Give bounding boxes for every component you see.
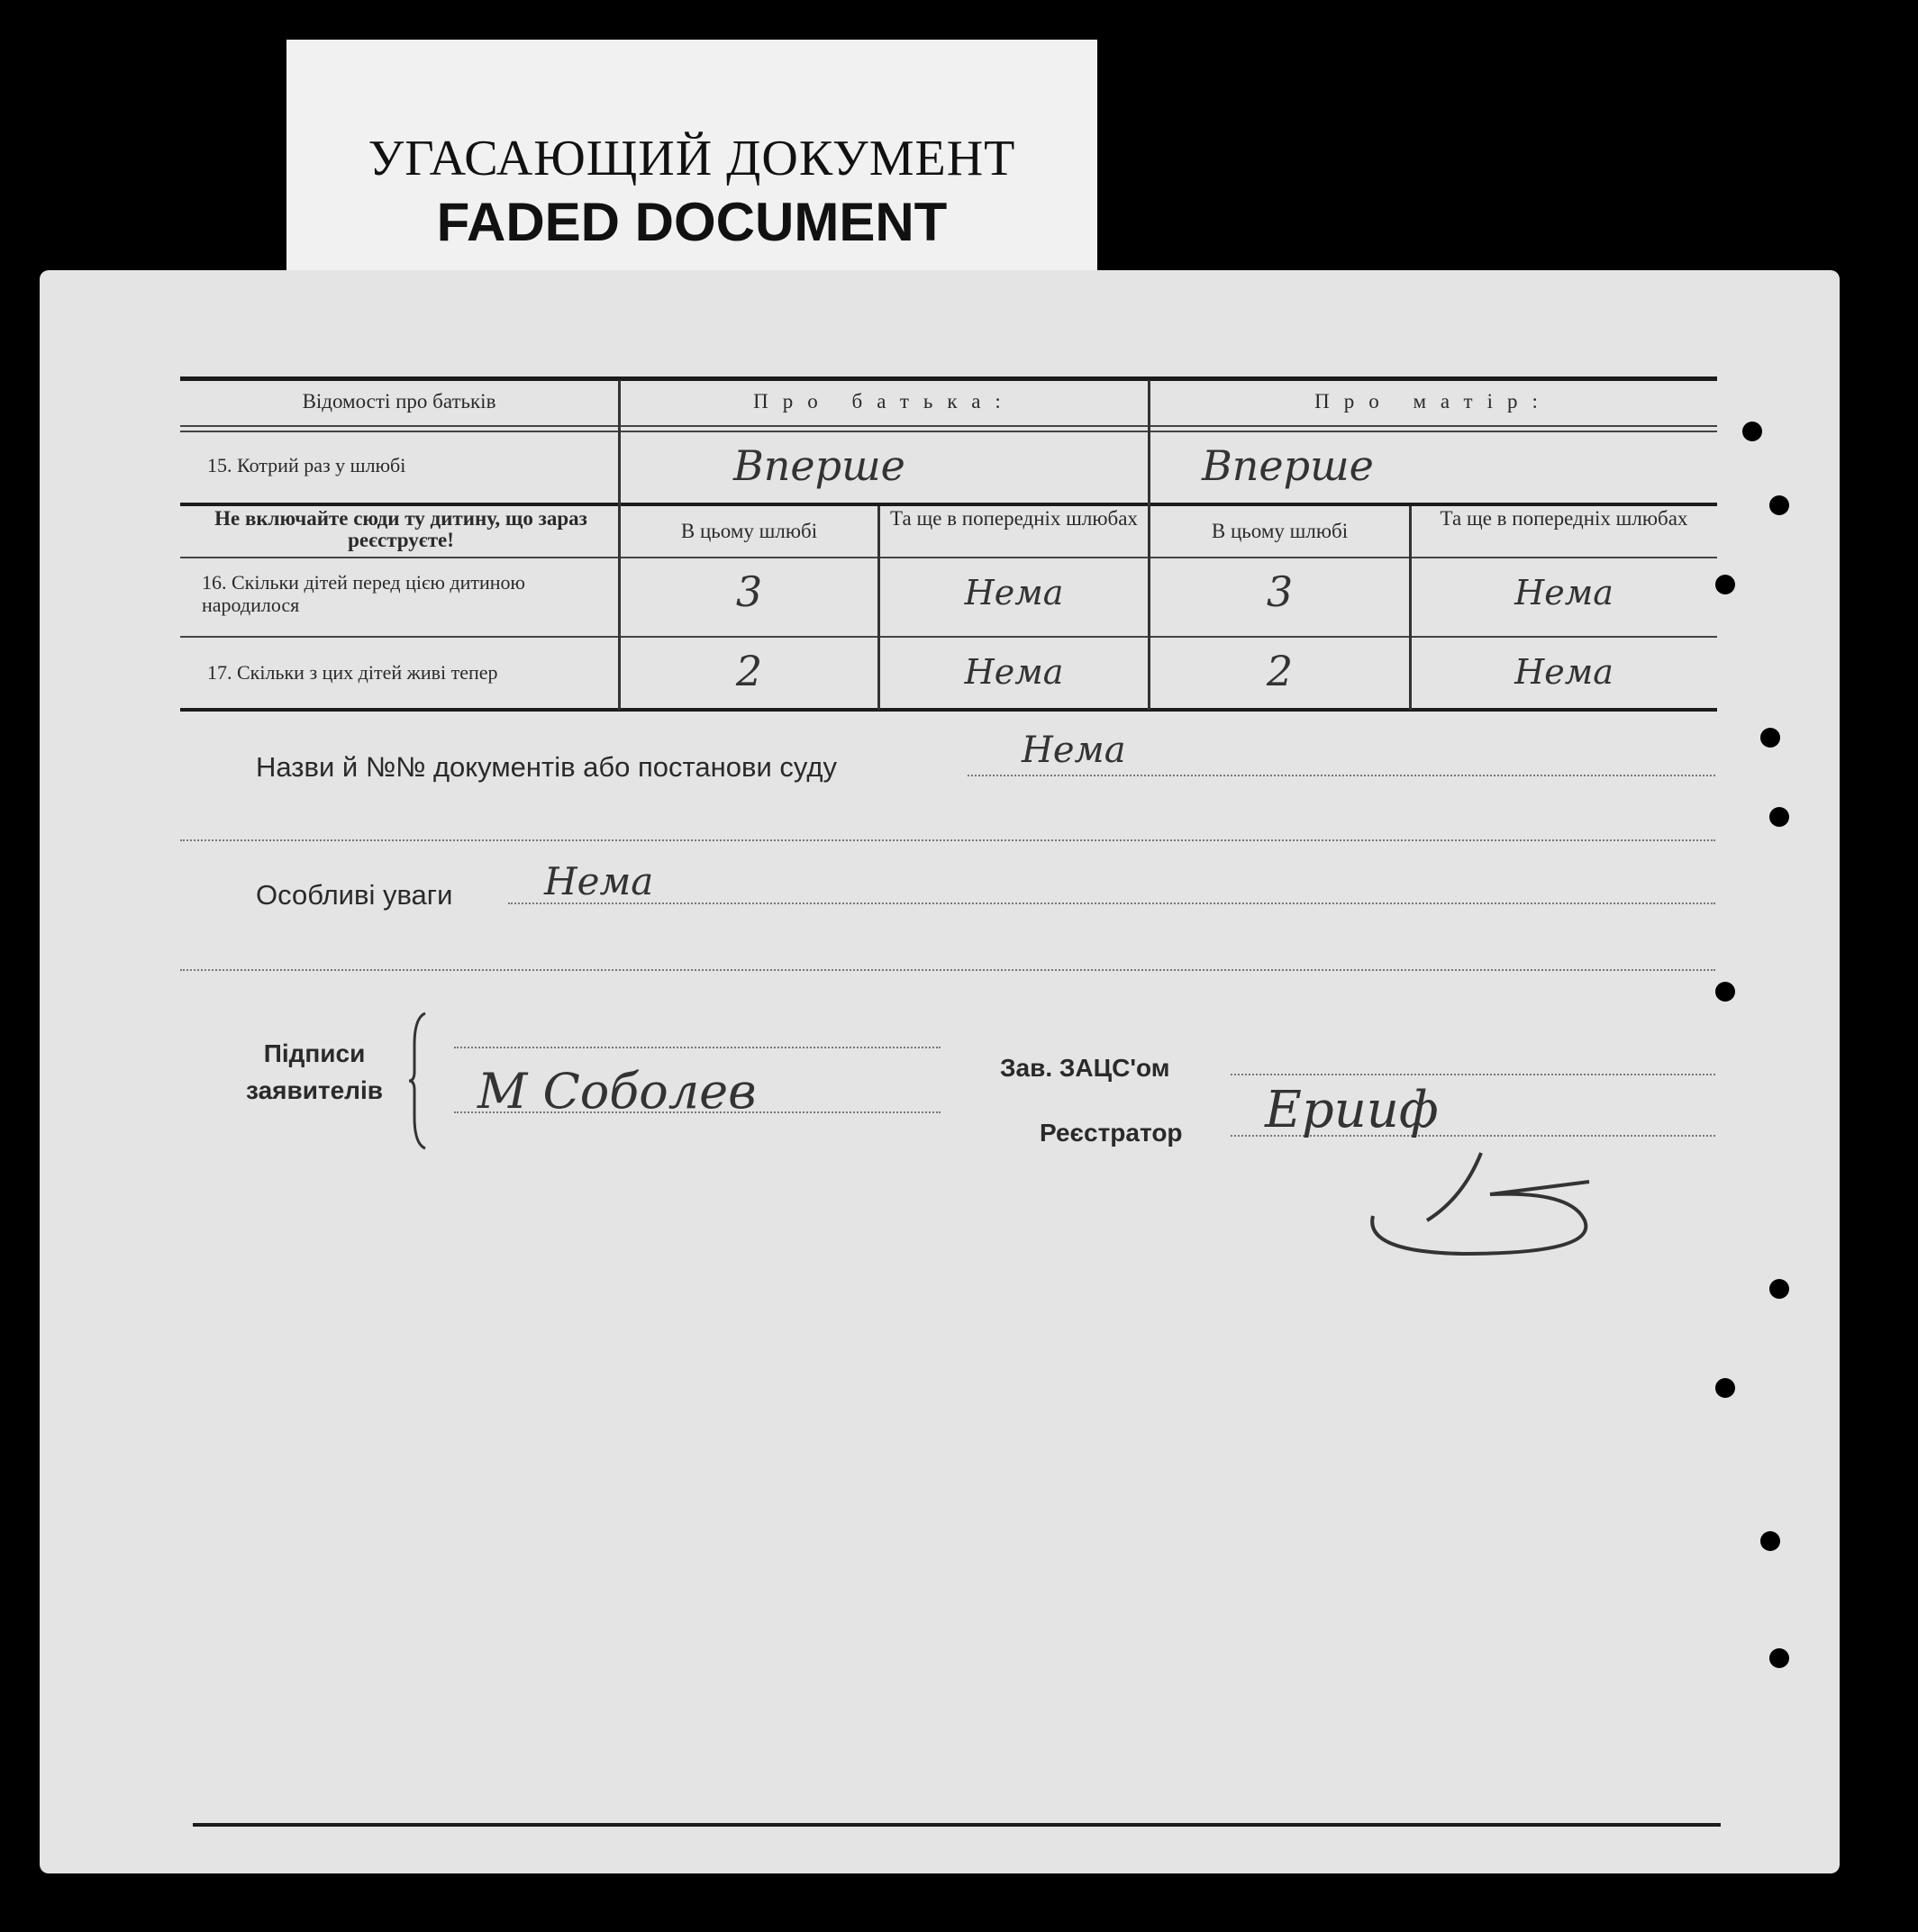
applicants-dotted-line-1	[454, 1047, 941, 1048]
row17-mother-this: 2	[1266, 647, 1294, 695]
binding-hole	[1760, 1531, 1780, 1551]
binding-hole	[1760, 728, 1780, 748]
row15-father-value: Вперше	[733, 441, 905, 490]
row16-label: 16. Скільки дітей перед цією дитиною народилося	[202, 571, 525, 617]
subheader-mother-this: В цьому шлюбі	[1211, 520, 1349, 542]
documents-label: Назви й №№ документів або постанови суду	[256, 751, 837, 783]
row17-label: 17. Скільки з цих дітей живі тепер	[207, 661, 498, 684]
row15-bottom-rule	[180, 503, 1717, 506]
binding-hole	[1715, 575, 1735, 594]
row16-father-this: 3	[735, 567, 763, 616]
head-label: Зав. ЗАЦС'ом	[1000, 1054, 1170, 1082]
subheader-father-this: В цьому шлюбі	[680, 520, 818, 542]
subheader-bottom-line	[180, 557, 1717, 558]
row16-bottom-line	[180, 636, 1717, 638]
remarks-value: Нема	[544, 859, 654, 903]
stamp-line-en: FADED DOCUMENT	[436, 192, 948, 252]
row15-label: 15. Котрий раз у шлюбі	[207, 454, 406, 476]
row16-mother-prev: Нема	[1514, 573, 1613, 612]
applicants-label: Підписи заявителів	[246, 1039, 383, 1104]
registrar-signature-flourish	[1355, 1135, 1625, 1261]
subheader-note: Не включайте сюди ту дитину, що зараз реєструєте!	[214, 507, 587, 552]
registrar-signature: Ерииф	[1265, 1081, 1439, 1139]
registrar-label: Реєстратор	[1040, 1119, 1183, 1147]
row16-mother-this: 3	[1266, 567, 1294, 616]
applicants-brace	[407, 1009, 434, 1153]
header-father: Про батька:	[753, 390, 1015, 413]
documents-dotted-line-2	[180, 839, 1715, 841]
header-mother: Про матір:	[1314, 390, 1552, 413]
subheader-father-prev: Та ще в попередніх шлюбах	[890, 507, 1138, 530]
applicants-signature: М Соболев	[477, 1063, 757, 1120]
row17-father-this: 2	[735, 647, 763, 695]
subheader-mother-prev: Та ще в попередніх шлюбах	[1440, 507, 1688, 530]
binding-hole	[1769, 1648, 1789, 1668]
header-info-label: Відомості про батьків	[302, 390, 496, 413]
binding-hole	[1769, 495, 1789, 515]
stamp-line-ru: УГАСАЮЩИЙ ДОКУМЕНТ	[368, 131, 1016, 186]
binding-hole	[1769, 1279, 1789, 1299]
header-bottom-line-2	[180, 431, 1717, 432]
table-bottom-rule	[180, 708, 1717, 712]
page-bottom-rule	[193, 1823, 1721, 1827]
faded-document-stamp	[286, 40, 1097, 278]
row16-father-prev: Нема	[964, 573, 1064, 612]
remarks-dotted-line	[508, 903, 1715, 904]
remarks-dotted-line-2	[180, 969, 1715, 971]
document-page	[40, 270, 1840, 1873]
header-bottom-line	[180, 425, 1717, 427]
row17-father-prev: Нема	[964, 652, 1064, 692]
binding-hole	[1742, 422, 1762, 441]
documents-value: Нема	[1022, 730, 1126, 771]
binding-hole	[1715, 982, 1735, 1002]
table-top-rule	[180, 376, 1717, 381]
head-dotted-line	[1231, 1074, 1715, 1075]
row17-mother-prev: Нема	[1514, 652, 1613, 692]
row15-mother-value: Вперше	[1202, 441, 1374, 490]
binding-hole	[1769, 807, 1789, 827]
documents-dotted-line	[968, 775, 1715, 776]
remarks-label: Особливі уваги	[256, 879, 453, 911]
binding-hole	[1715, 1378, 1735, 1398]
